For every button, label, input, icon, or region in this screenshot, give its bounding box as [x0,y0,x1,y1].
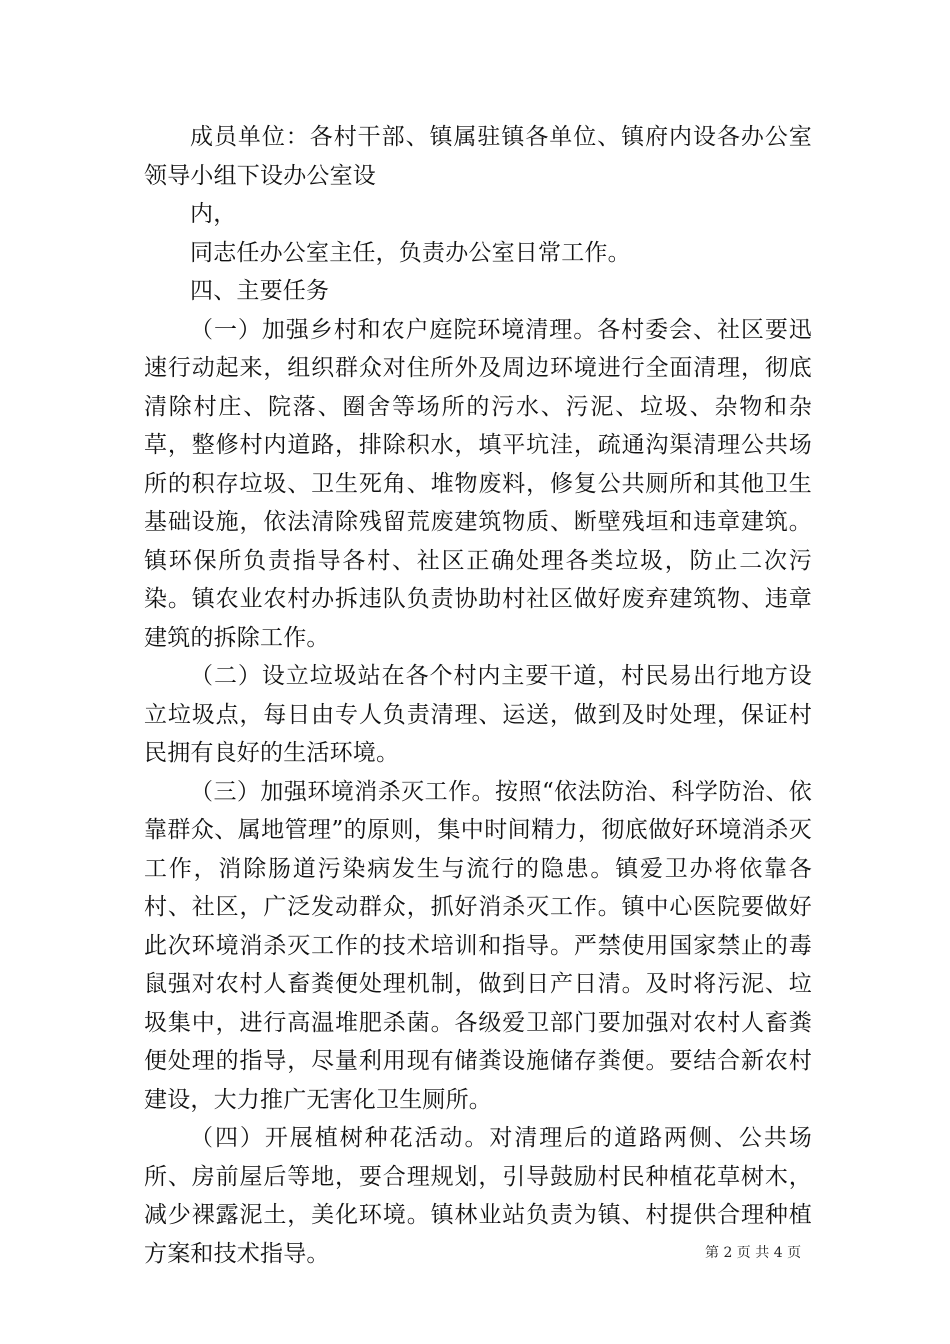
paragraph-task-2: （二）设立垃圾站在各个村内主要干道，村民易出行地方设立垃圾点，每日由专人负责清理、运送，做到及时处理，保证村民拥有良好的生活环境。 [144,663,812,766]
paragraph-member-units: 成员单位：各村干部、镇属驻镇各单位、镇府内设各办公室领导小组下设办公室设 [144,124,812,189]
paragraph-task-1: （一）加强乡村和农户庭院环境清理。各村委会、社区要迅速行动起来，组织群众对住所外及周边环境进行全面清理，彻底清除村庄、院落、圈舍等场所的污水、污泥、垃圾、杂物和杂草，整修村内道路，排除积水，填平坑洼，疏通沟渠清理公共场所的积存垃圾、卫生死角、堆物废料，修复公共厕所和其他卫生基础设施，依法清除残留荒废建筑物质、断壁残垣和违章建筑。镇环保所负责指导各村、社区正确处理各类垃圾，防止二次污染。镇农业农村办拆违队负责协助村社区做好废弃建筑物、违章建筑的拆除工作。 [144,316,812,651]
page-number-footer: 第 2 页 共 4 页 [705,1245,802,1261]
document-body [144,118,812,1273]
paragraph-task-4: （四）开展植树种花活动。对清理后的道路两侧、公共场所、房前屋后等地，要合理规划，引导鼓励村民种植花草树木，减少裸露泥土，美化环境。镇林业站负责为镇、村提供合理种植方案和技术指导。 [144,1125,812,1267]
paragraph-office-location: 内， [190,201,237,227]
section-heading-main-tasks: 四、主要任务 [190,278,330,304]
paragraph-task-3: （三）加强环境消杀灭工作。按照“依法防治、科学防治、依靠群众、属地管理”的原则，集中时间精力，彻底做好环境消杀灭工作，消除肠道污染病发生与流行的隐患。镇爱卫办将依靠各村、社区，广泛发动群众，抓好消杀灭工作。镇中心医院要做好此次环境消杀灭工作的技术培训和指导。严禁使用国家禁止的毒鼠强对农村人畜粪便处理机制，做到日产日清。及时将污泥、垃圾集中，进行高温堆肥杀菌。各级爱卫部门要加强对农村人畜粪便处理的指导，尽量利用现有储粪设施储存粪便。要结合新农村建设，大力推广无害化卫生厕所。 [144,778,812,1113]
paragraph-office-director: 同志任办公室主任，负责办公室日常工作。 [190,239,631,266]
